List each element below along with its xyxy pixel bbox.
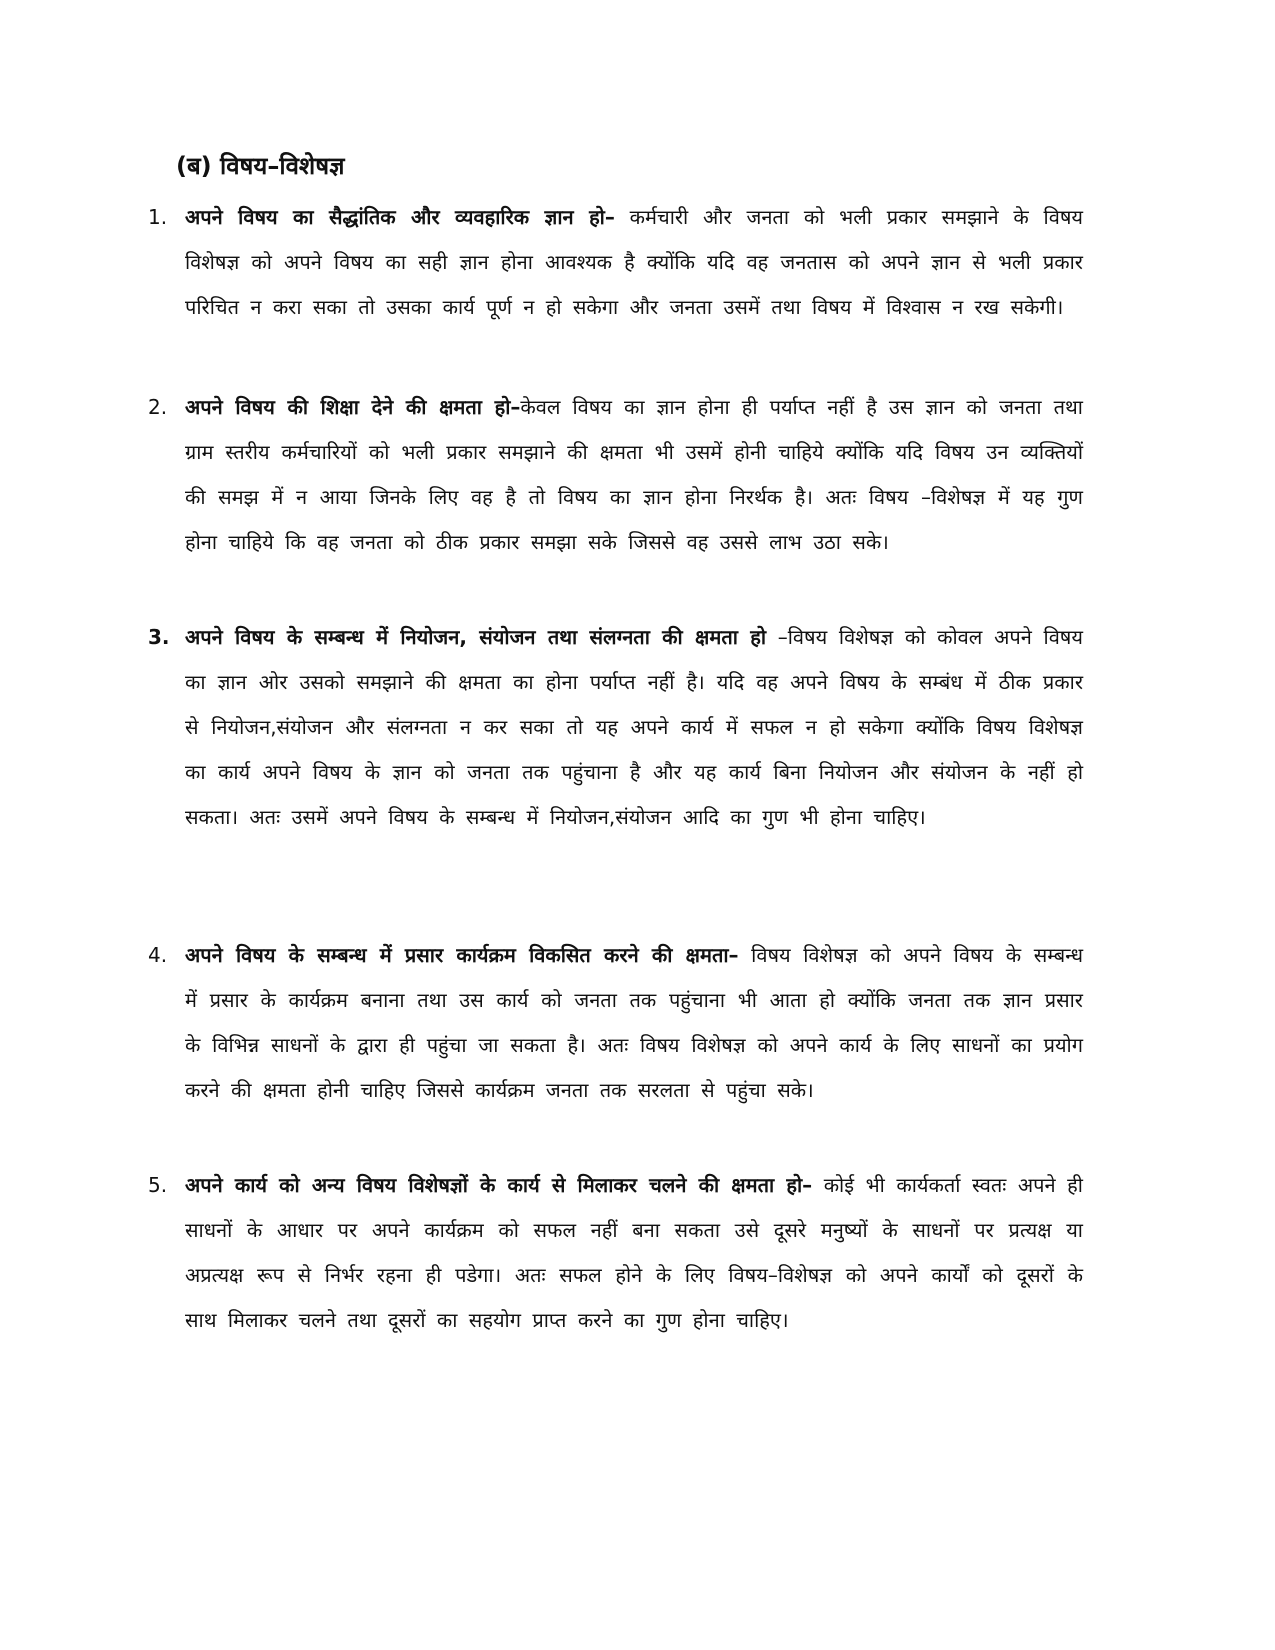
item-body	[185, 1163, 1083, 1343]
item-number: 1.	[148, 205, 168, 229]
item-text: कोई भी कार्यकर्ता स्वतः अपने ही साधनों के आधार पर अपने कार्यक्रम को सफल नहीं बना सकता उसे दूसरे मनुष्यों के साधनों पर प्रत्यक्ष या अप्रत्यक्ष रूप से निर्भर रहना ही पडेगा। अतः सफल होने के लिए विषय–विशेषज्ञ को अपने कार्यों को दूसरों के साथ मिलाकर चलने तथा दूसरों का सहयोग प्राप्त करने का गुण होना चाहिए।	[185, 1173, 1083, 1332]
item-number: 2.	[148, 395, 168, 419]
item-body	[185, 933, 1083, 1113]
item-text: –विषय विशेषज्ञ को कोवल अपने विषय का ज्ञान ओर उसको समझाने की क्षमता का होना पर्याप्त नहीं है। यदि वह अपने विषय के सम्बंध में ठीक प्रकार से नियोजन,संयोजन और संलग्नता न कर सका तो यह अपने कार्य में सफल न हो सकेगा क्योंकि विषय विशेषज्ञ का कार्य अपने विषय के ज्ञान को जनता तक पहुंचाना है और यह कार्य बिना नियोजन और संयोजन के नहीं हो सकता। अतः उसमें अपने विषय के सम्बन्ध में नियोजन,संयोजन आदि का गुण भी होना चाहिए।	[185, 625, 1083, 829]
item-text: कर्मचारी और जनता को भली प्रकार समझाने के विषय विशेषज्ञ को अपने विषय का सही ज्ञान होना आवश्यक है क्योंकि यदि वह जनतास को अपने ज्ञान से भली प्रकार परिचित न करा सका तो उसका कार्य पूर्ण न हो सकेगा और जनता उसमें तथा विषय में विश्वास न रख सकेगी।	[185, 205, 1083, 319]
item-lead: अपने विषय के सम्बन्ध में प्रसार कार्यक्रम विकसित करने की क्षमता–	[185, 943, 739, 967]
item-lead: अपने कार्य को अन्य विषय विशेषज्ञों के कार्य से मिलाकर चलने की क्षमता हो–	[185, 1173, 813, 1197]
item-number: 3.	[148, 625, 170, 649]
item-body	[185, 615, 1083, 840]
item-text: विषय विशेषज्ञ को अपने विषय के सम्बन्ध में प्रसार के कार्यक्रम बनाना तथा उस कार्य को जनता तक पहुंचाना भी आता हो क्योंकि जनता तक ज्ञान प्रसार के विभिन्न साधनों के द्वारा ही पहुंचा जा सकता है। अतः विषय विशेषज्ञ को अपने कार्य के लिए साधनों का प्रयोग करने की क्षमता होनी चाहिए जिससे कार्यक्रम जनता तक सरलता से पहुंचा सके।	[185, 943, 1083, 1102]
item-number: 4.	[148, 943, 168, 967]
list-item-2	[148, 385, 1083, 565]
list-item-3	[148, 615, 1083, 840]
item-lead: अपने विषय का सैद्धांतिक और व्यवहारिक ज्ञान हो–	[185, 205, 615, 229]
section-heading: (ब) विषय–विशेषज्ञ	[176, 152, 345, 180]
list-item-1	[148, 195, 1083, 330]
item-lead: अपने विषय के सम्बन्ध में नियोजन, संयोजन तथा संलग्नता की क्षमता हो	[185, 625, 767, 649]
item-body	[185, 385, 1083, 565]
item-body	[185, 195, 1083, 330]
item-text: केवल विषय का ज्ञान होना ही पर्याप्त नहीं है उस ज्ञान को जनता तथा ग्राम स्तरीय कर्मचारियों को भली प्रकार समझाने की क्षमता भी उसमें होनी चाहिये क्योंकि यदि विषय उन व्यक्तियों की समझ में न आया जिनके लिए वह है तो विषय का ज्ञान होना निरर्थक है। अतः विषय –विशेषज्ञ में यह गुण होना चाहिये कि वह जनता को ठीक प्रकार समझा सके जिससे वह उससे लाभ उठा सके।	[185, 395, 1083, 554]
item-lead: अपने विषय की शिक्षा देने की क्षमता हो–	[185, 395, 521, 419]
list-item-4	[148, 933, 1083, 1113]
list-item-5	[148, 1163, 1083, 1343]
item-number: 5.	[148, 1173, 168, 1197]
